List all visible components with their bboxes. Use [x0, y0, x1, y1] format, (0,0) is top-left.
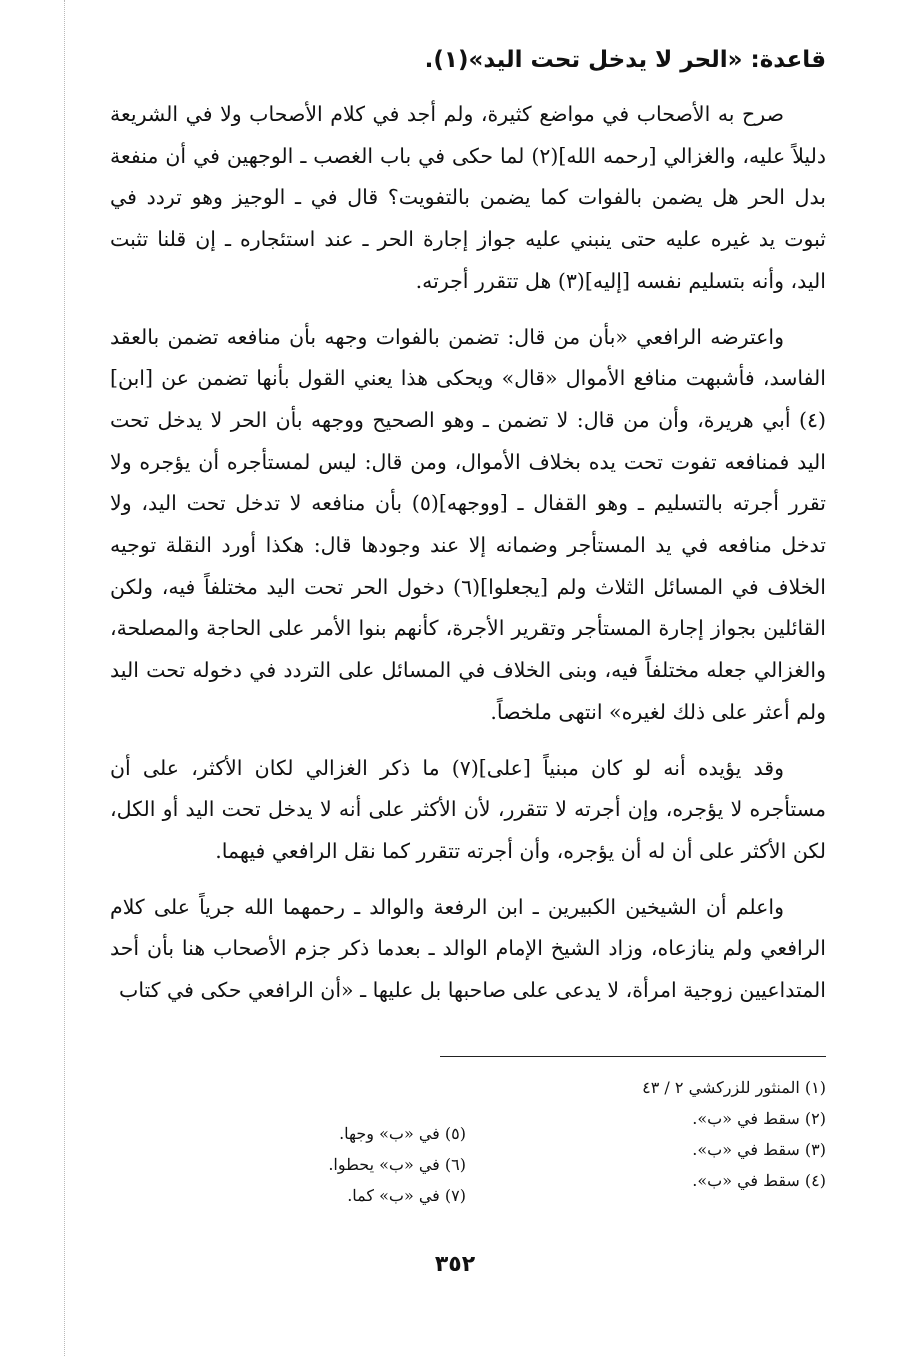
paragraph: واعلم أن الشيخين الكبيرين ـ ابن الرفعة والوالد ـ رحمهما الله جرياً على كلام الرافعي ولم ينازعاه، وزاد الشيخ الإمام الوالد ـ بعدما ذكر جزم الأصحاب هنا بأن أحد المتداعيين زوجية امرأة، لا يدعى على صاحبها بل عليها ـ «أن الرافعي حكى في كتاب	[110, 894, 826, 1003]
rule-heading: قاعدة: «الحر لا يدخل تحت اليد»(١).	[424, 47, 826, 73]
footnote: (٤) سقط في «ب».	[692, 1171, 826, 1190]
footnotes-column-left	[328, 1118, 466, 1211]
footnote: (٣) سقط في «ب».	[692, 1140, 826, 1159]
footnote: (١) المنثور للزركشي ٢ / ٤٣	[642, 1078, 826, 1097]
footnote: (٧) في «ب» كما.	[347, 1186, 466, 1205]
main-text	[110, 94, 826, 1026]
footnote: (٢) سقط في «ب».	[692, 1109, 826, 1128]
paragraph: وقد يؤيده أنه لو كان مبنياً [على](٧) ما ذكر الغزالي لكان الأكثر، على أن مستأجره لا يؤجره، وإن أجرته لا تتقرر، لأن الأكثر على أنه لا يدخل تحت اليد أو الكل، لكن الأكثر على أن له أن يؤجره، وأن أجرته تتقرر كما نقل الرافعي فيهما.	[110, 755, 826, 863]
footnote-separator	[440, 1056, 826, 1057]
footnotes-column-right	[642, 1072, 826, 1196]
footnote: (٦) في «ب» يحطوا.	[328, 1155, 466, 1174]
page-edge-dotted-line	[64, 0, 65, 1356]
footnote: (٥) في «ب» وجها.	[339, 1124, 466, 1143]
paragraph: صرح به الأصحاب في مواضع كثيرة، ولم أجد في كلام الأصحاب ولا في الشريعة دليلاً عليه، والغزالي [رحمه الله](٢) لما حكى في باب الغصب ـ الوجهين في أن منفعة بدل الحر هل يضمن بالفوات كما يضمن بالتفويت؟ قال في ـ الوجيز وهو تردد في ثبوت يد غيره عليه حتى ينبني عليه جواز إجارة الحر ـ عند استئجاره ـ إن قلنا تثبت اليد، وأنه بتسليم نفسه [إليه](٣) هل تتقرر أجرته.	[110, 102, 826, 293]
paragraph: واعترضه الرافعي «بأن من قال: تضمن بالفوات وجهه بأن منافعه تضمن بالعقد الفاسد، فأشبهت منافع الأموال «قال» ويحكى هذا يعني القول بأنها تضمن عن [ابن](٤) أبي هريرة، وأن من قال: لا تضمن ـ وهو الصحيح ووجهه بأن الحر لا يدخل تحت اليد فمنافعه تفوت تحت يده بخلاف الأموال، ومن قال: ليس لمستأجره أن يؤجره ولا تقرر أجرته بالتسليم ـ وهو القفال ـ [ووجهه](٥) بأن منافعه لا تدخل تحت اليد، ولا تدخل منافعه في يد المستأجر وضمانه إلا عند وجودها قال: هكذا أورد النقلة توجيه الخلاف في المسائل الثلاث ولم [يجعلوا](٦) دخول الحر تحت اليد مختلفاً فيه، ولكن القائلين بجواز إجارة المستأجر وتقرير الأجرة، كأنهم بنوا الأمر على الحاجة والمصلحة، والغزالي جعله مختلفاً فيه، وبنى الخلاف في المسائل على التردد في دخوله تحت اليد ولم أعثر على ذلك لغيره» انتهى ملخصاً.	[110, 324, 827, 724]
page-number: ٣٥٢	[434, 1252, 476, 1277]
